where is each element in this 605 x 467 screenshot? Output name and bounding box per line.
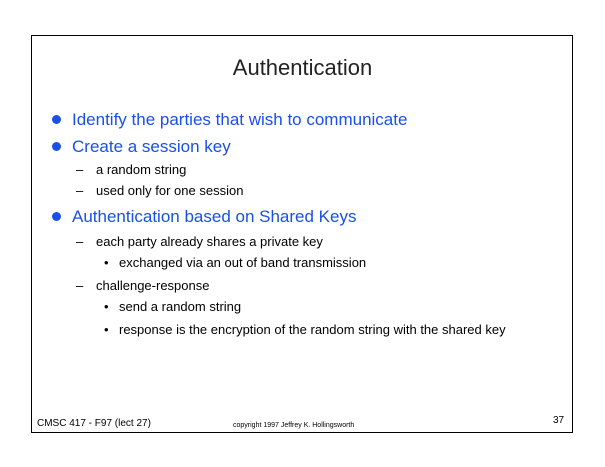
- dash-marker: –: [76, 183, 84, 198]
- bullet-dot-icon: [52, 115, 61, 124]
- sub-item-text: challenge-response: [96, 278, 210, 293]
- subsub-item-out-of-band: [104, 254, 367, 271]
- bullet-shared-keys: [72, 207, 356, 227]
- subsub-item-text: exchanged via an out of band transmission: [119, 255, 367, 270]
- sub-item-one-session: [76, 182, 244, 199]
- subsub-item-text: response is the encryption of the random string with the shared key: [119, 322, 506, 337]
- dash-marker: –: [76, 234, 84, 249]
- sub-item-text: used only for one session: [96, 183, 244, 198]
- footer-copyright: copyright 1997 Jeffrey K. Hollingsworth: [233, 422, 355, 429]
- subsub-item-text: send a random string: [119, 299, 242, 314]
- bullet-text: Identify the parties that wish to communicate: [72, 110, 408, 129]
- bullet-text: Authentication based on Shared Keys: [72, 207, 357, 226]
- subsub-item-response-encryption: [104, 321, 559, 338]
- subsub-item-send-random: [104, 298, 242, 315]
- sub-item-challenge-response: [76, 277, 210, 294]
- bullet-text: Create a session key: [72, 137, 231, 156]
- sub-item-random-string: [76, 161, 187, 178]
- sub-item-text: each party already shares a private key: [96, 234, 323, 249]
- subsub-dot-marker: •: [104, 255, 109, 270]
- subsub-dot-marker: •: [104, 299, 109, 314]
- footer-page-number: 37: [553, 415, 565, 426]
- dash-marker: –: [76, 278, 84, 293]
- bullet-dot-icon: [52, 212, 61, 221]
- bullet-identify-parties: [72, 110, 407, 130]
- subsub-dot-marker: •: [104, 322, 109, 337]
- dash-marker: –: [76, 162, 84, 177]
- bullet-session-key: [72, 137, 231, 157]
- footer-course-label: CMSC 417 - F97 (lect 27): [37, 418, 151, 429]
- bullet-dot-icon: [52, 142, 61, 151]
- sub-item-private-key: [76, 233, 323, 250]
- slide-title: Authentication: [232, 55, 373, 80]
- sub-item-text: a random string: [96, 162, 187, 177]
